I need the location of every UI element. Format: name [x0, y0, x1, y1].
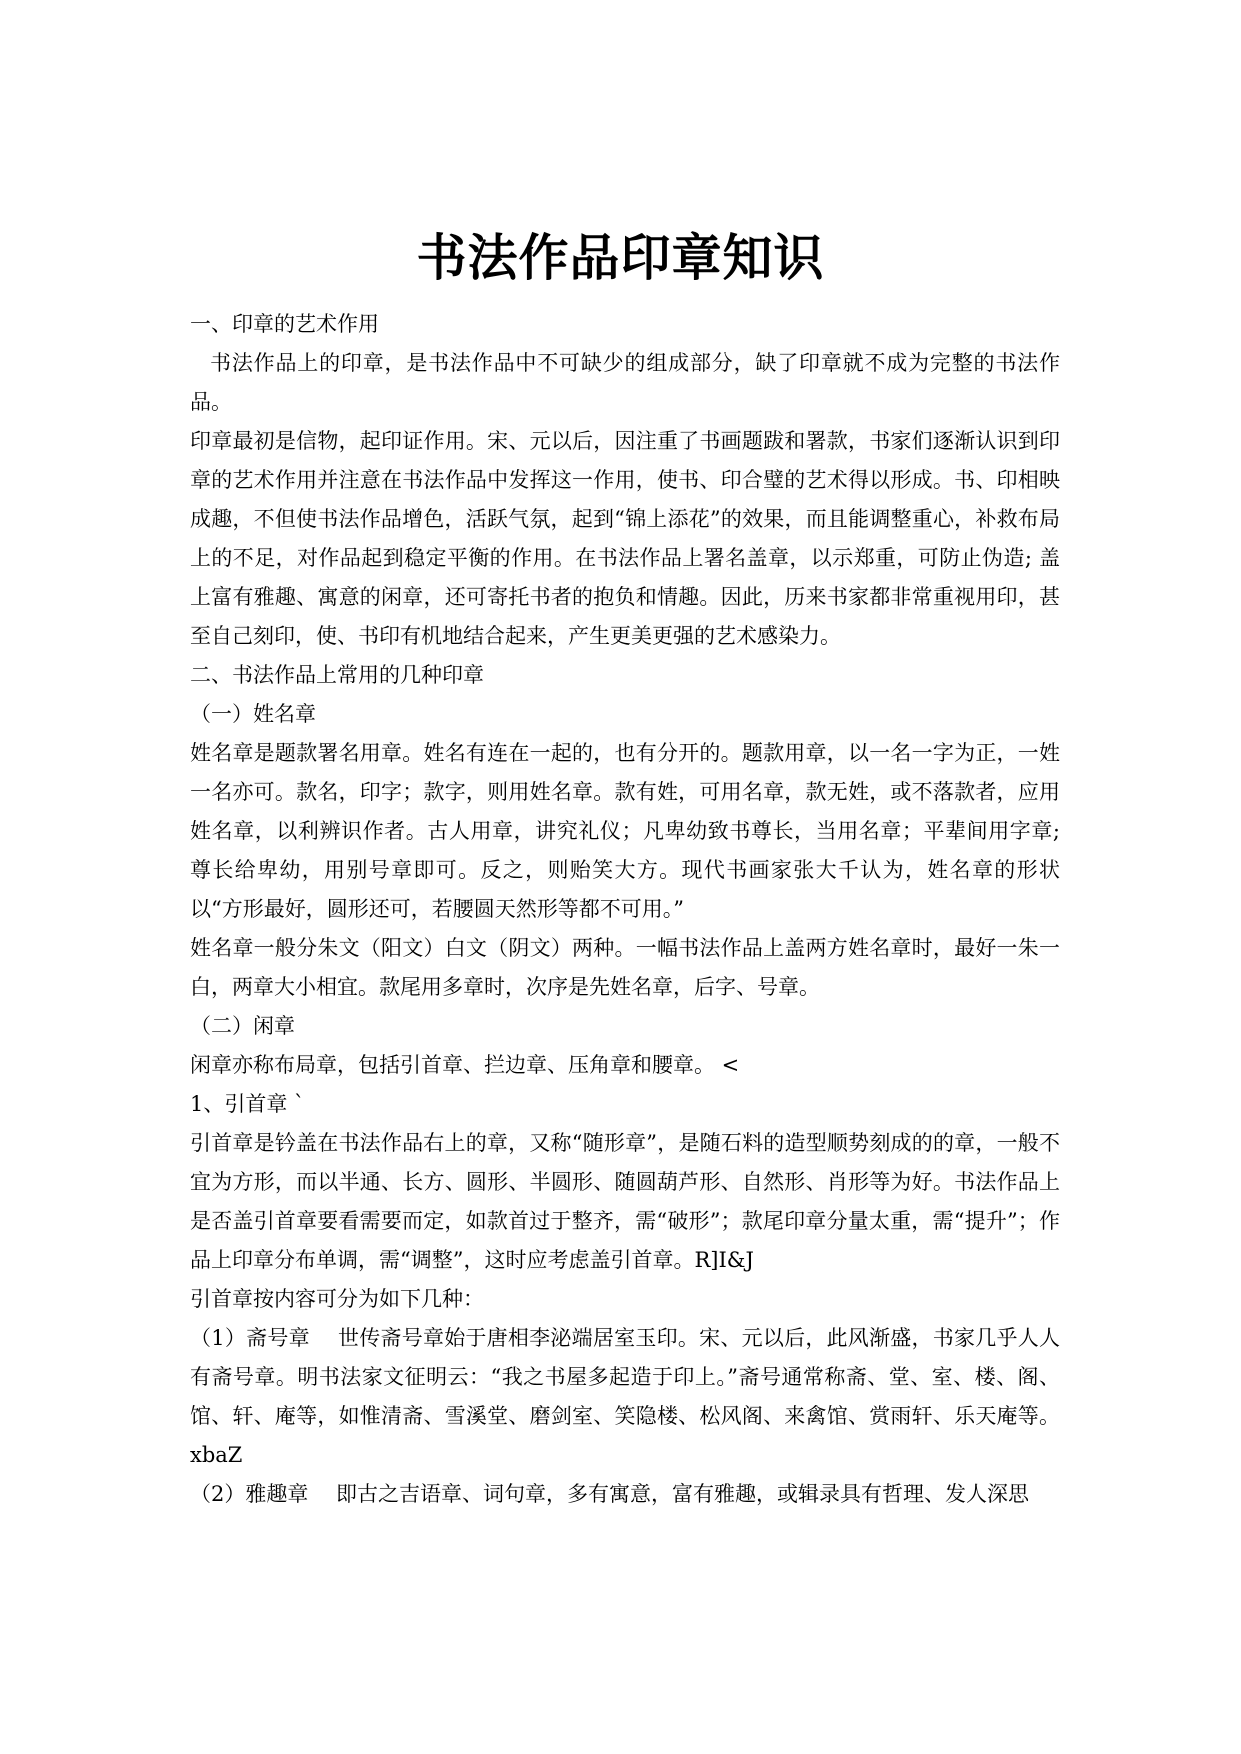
paragraph: （1）斋号章 世传斋号章始于唐相李泌端居室玉印。宋、元以后，此风渐盛，书家几乎人人有斋号章。明书法家文征明云：“我之书屋多起造于印上。”斋号通常称斋、堂、室、楼、阁、馆、轩、庵等，如惟清斋、雪溪堂、磨剑室、笑隐楼、松风阁、来禽馆、赏雨轩、乐天庵等。 xbaZ	[190, 1326, 1060, 1467]
section-heading: 一、印章的艺术作用	[190, 312, 379, 336]
document-body	[190, 305, 1060, 1514]
paragraph: 书法作品上的印章，是书法作品中不可缺少的组成部分，缺了印章就不成为完整的书法作品。	[190, 351, 1060, 414]
paragraph: （2）雅趣章 即古之吉语章、词句章，多有寓意，富有雅趣，或辑录具有哲理、发人深思	[190, 1482, 1030, 1506]
paragraph: 引首章是钤盖在书法作品右上的章，又称“随形章”，是随石料的造型顺势刻成的的章，一般不宜为方形，而以半通、长方、圆形、半圆形、随圆葫芦形、自然形、肖形等为好。书法作品上是否盖引首章要看需要而定，如款首过于整齐，需“破形”；款尾印章分量太重，需“提升”；作品上印章分布单调，需“调整”，这时应考虑盖引首章。R]I&J	[190, 1131, 1060, 1272]
subsection-heading: （一）姓名章	[190, 702, 316, 726]
subsection-heading: （二）闲章	[190, 1014, 295, 1038]
paragraph: 姓名章是题款署名用章。姓名有连在一起的，也有分开的。题款用章，以一名一字为正，一姓一名亦可。款名，印字；款字，则用姓名章。款有姓，可用名章，款无姓，或不落款者，应用姓名章，以利辨识作者。古人用章，讲究礼仪；凡卑幼致书尊长，当用名章；平辈间用字章; 尊长给卑幼，用别号章即可。反之，则贻笑大方。现代书画家张大千认为，姓名章的形状以“方形最好，圆形还可，若腰圆天然形等都不可用。”	[190, 741, 1060, 921]
paragraph: 印章最初是信物，起印证作用。宋、元以后，因注重了书画题跋和署款，书家们逐渐认识到印章的艺术作用并注意在书法作品中发挥这一作用，使书、印合璧的艺术得以形成。书、印相映成趣，不但使书法作品增色，活跃气氛，起到“锦上添花”的效果，而且能调整重心，补救布局上的不足，对作品起到稳定平衡的作用。在书法作品上署名盖章，以示郑重，可防止伪造; 盖上富有雅趣、寓意的闲章，还可寄托书者的抱负和情趣。因此，历来书家都非常重视用印，甚至自己刻印，使、书印有机地结合起来，产生更美更强的艺术感染力。	[190, 429, 1060, 648]
section-heading: 二、书法作品上常用的几种印章	[190, 663, 484, 687]
paragraph: 姓名章一般分朱文（阳文）白文（阴文）两种。一幅书法作品上盖两方姓名章时，最好一朱一白，两章大小相宜。款尾用多章时，次序是先姓名章，后字、号章。	[190, 936, 1060, 999]
paragraph: 闲章亦称布局章，包括引首章、拦边章、压角章和腰章。 <	[190, 1053, 740, 1077]
document-title: 书法作品印章知识	[416, 227, 825, 287]
item-heading: 1、引首章 `	[190, 1092, 305, 1116]
paragraph: 引首章按内容可分为如下几种：	[190, 1287, 484, 1311]
